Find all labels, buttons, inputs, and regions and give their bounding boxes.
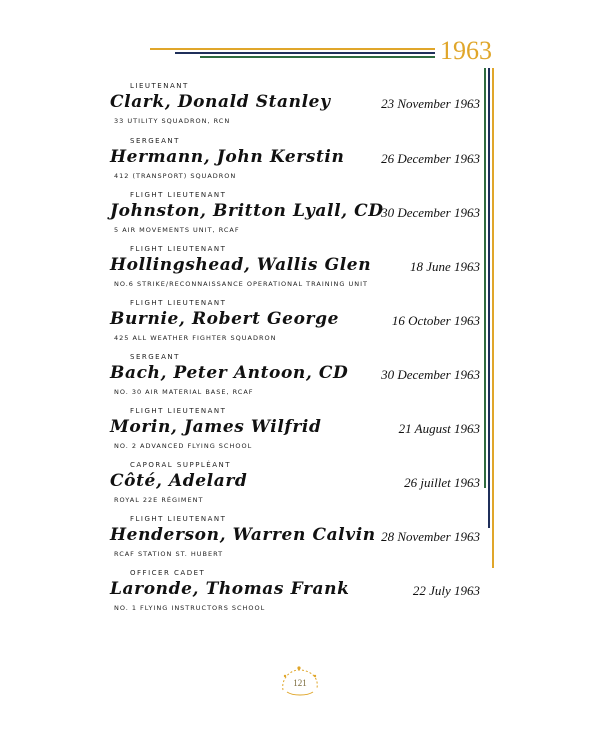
- entry-burnie: [110, 299, 480, 351]
- entry-name: Hollingshead, Wallis Glen: [110, 255, 372, 275]
- entry-bach: [110, 353, 480, 405]
- entry-date: 18 June 1963: [409, 259, 480, 274]
- entry-date: 26 December 1963: [381, 151, 480, 166]
- entry-unit: 412 (TRANSPORT) SQUADRON: [114, 172, 237, 180]
- entry-hermann: [110, 137, 480, 189]
- header-rule-green: [200, 56, 435, 58]
- entry-unit: NO. 2 ADVANCED FLYING SCHOOL: [114, 442, 253, 450]
- side-rule-gold: [492, 68, 494, 568]
- entry-date: 26 juillet 1963: [404, 475, 480, 490]
- entry-name: Johnston, Britton Lyall, CD: [110, 201, 384, 221]
- header-rule-gold: [150, 48, 435, 50]
- entry-unit: NO.6 STRIKE/RECONNAISSANCE OPERATIONAL TRAINING UNIT: [114, 280, 369, 288]
- entry-henderson: [110, 515, 480, 567]
- entry-name: Hermann, John Kerstin: [110, 147, 345, 167]
- entry-rank: FLIGHT LIEUTENANT: [130, 245, 227, 253]
- entry-date: 30 December 1963: [381, 205, 480, 220]
- entry-rank: LIEUTENANT: [130, 82, 189, 90]
- entry-unit: 425 ALL WEATHER FIGHTER SQUADRON: [114, 334, 277, 342]
- entry-unit: NO. 30 AIR MATERIAL BASE, RCAF: [114, 388, 254, 396]
- entry-rank: CAPORAL SUPPLÉANT: [130, 461, 232, 469]
- entry-date: 23 November 1963: [381, 96, 480, 111]
- entry-date: 30 December 1963: [381, 367, 480, 382]
- entry-clark: [110, 82, 480, 134]
- entry-name: Laronde, Thomas Frank: [110, 579, 350, 599]
- entry-name: Côté, Adelard: [110, 471, 248, 491]
- entry-johnston: [110, 191, 480, 243]
- entry-unit: ROYAL 22E RÉGIMENT: [114, 496, 204, 504]
- entry-date: 16 October 1963: [391, 313, 480, 328]
- entry-name: Clark, Donald Stanley: [110, 92, 331, 112]
- entry-unit: 33 UTILITY SQUADRON, RCN: [114, 117, 231, 125]
- side-rule-green: [484, 68, 486, 488]
- side-rule-navy: [488, 68, 490, 528]
- entry-date: 21 August 1963: [398, 421, 480, 436]
- entry-name: Burnie, Robert George: [110, 309, 339, 329]
- entry-hollingshead: [110, 245, 480, 297]
- year-heading: 1963: [440, 36, 492, 65]
- entry-laronde: [110, 569, 480, 621]
- entry-rank: FLIGHT LIEUTENANT: [130, 191, 227, 199]
- entry-date: 28 November 1963: [381, 529, 480, 544]
- entry-unit: NO. 1 FLYING INSTRUCTORS SCHOOL: [114, 604, 266, 612]
- page-number: 121: [293, 678, 307, 688]
- header-rule-navy: [175, 52, 435, 54]
- entry-rank: SERGEANT: [130, 137, 180, 145]
- entry-rank: FLIGHT LIEUTENANT: [130, 299, 227, 307]
- entry-rank: OFFICER CADET: [130, 569, 206, 577]
- entry-unit: 5 AIR MOVEMENTS UNIT, RCAF: [114, 226, 240, 234]
- entry-name: Bach, Peter Antoon, CD: [110, 363, 349, 383]
- entry-morin: [110, 407, 480, 459]
- entry-rank: FLIGHT LIEUTENANT: [130, 515, 227, 523]
- entry-cote: [110, 461, 480, 513]
- entry-name: Henderson, Warren Calvin: [110, 525, 376, 545]
- entry-rank: SERGEANT: [130, 353, 180, 361]
- entry-unit: RCAF STATION ST. HUBERT: [114, 550, 224, 558]
- entry-rank: FLIGHT LIEUTENANT: [130, 407, 227, 415]
- entry-date: 22 July 1963: [412, 583, 480, 598]
- entry-name: Morin, James Wilfrid: [110, 417, 322, 437]
